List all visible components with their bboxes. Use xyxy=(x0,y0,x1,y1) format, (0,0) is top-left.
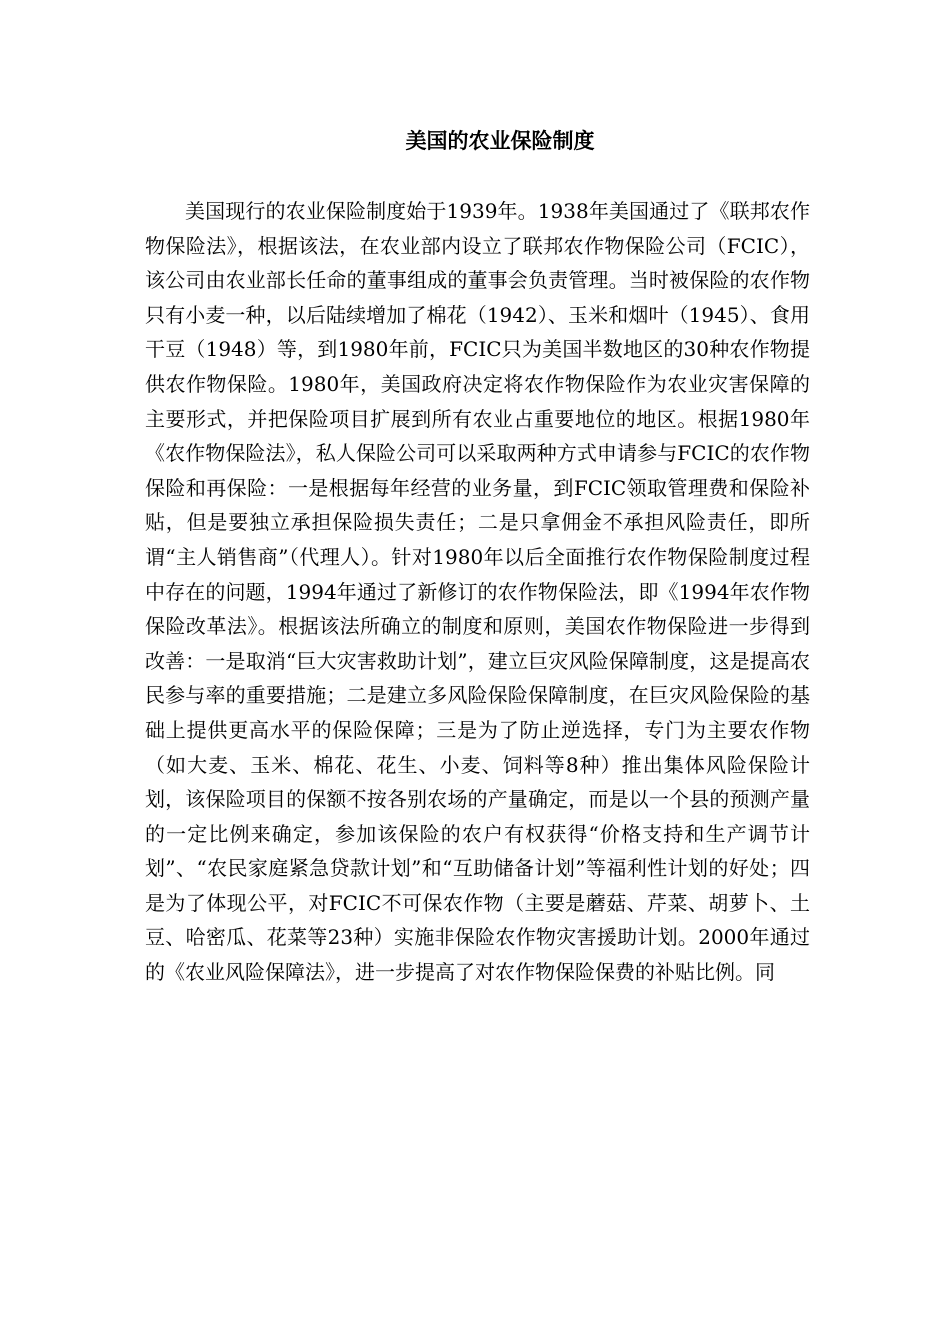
body-paragraph: 美国现行的农业保险制度始于1939年。1938年美国通过了《联邦农作物保险法》，根据该法，在农业部内设立了联邦农作物保险公司（FCIC），该公司由农业部长任命的董事组成的董事会负责管理。当时被保险的农作物只有小麦一种，以后陆续增加了棉花（1942）、玉米和烟叶（1945）、食用干豆（1948）等，到1980年前，FCIC只为美国半数地区的30种农作物提供农作物保险。1980年，美国政府决定将农作物保险作为农业灾害保障的主要形式，并把保险项目扩展到所有农业占重要地位的地区。根据1980年《农作物保险法》，私人保险公司可以采取两种方式申请参与FCIC的农作物保险和再保险：一是根据每年经营的业务量，到FCIC领取管理费和保险补贴，但是要独立承担保险损失责任；二是只拿佣金不承担风险责任，即所谓“主人销售商”（代理人）。针对1980年以后全面推行农作物保险制度过程中存在的问题，1994年通过了新修订的农作物保险法，即《1994年农作物保险改革法》。根据该法所确立的制度和原则，美国农作物保险进一步得到改善：一是取消“巨大灾害救助计划”，建立巨灾风险保障制度，这是提高农民参与率的重要措施；二是建立多风险保险保障制度，在巨灾风险保险的基础上提供更高水平的保险保障；三是为了防止逆选择，专门为主要农作物（如大麦、玉米、棉花、花生、小麦、饲料等8种）推出集体风险保险计划，该保险项目的保额不按各别农场的产量确定，而是以一个县的预测产量的一定比例来确定，参加该保险的农户有权获得“价格支持和生产调节计划”、“农民家庭紧急贷款计划”和“互助储备计划”等福利性计划的好处；四是为了体现公平，对FCIC不可保农作物（主要是蘑菇、芹菜、胡萝卜、土豆、哈密瓜、花菜等23种）实施非保险农作物灾害援助计划。2000年通过的《农业风险保障法》，进一步提高了对农作物保险保费的补贴比例。同 xyxy=(145,199,810,985)
page-title: 美国的农业保险制度 xyxy=(405,129,595,153)
